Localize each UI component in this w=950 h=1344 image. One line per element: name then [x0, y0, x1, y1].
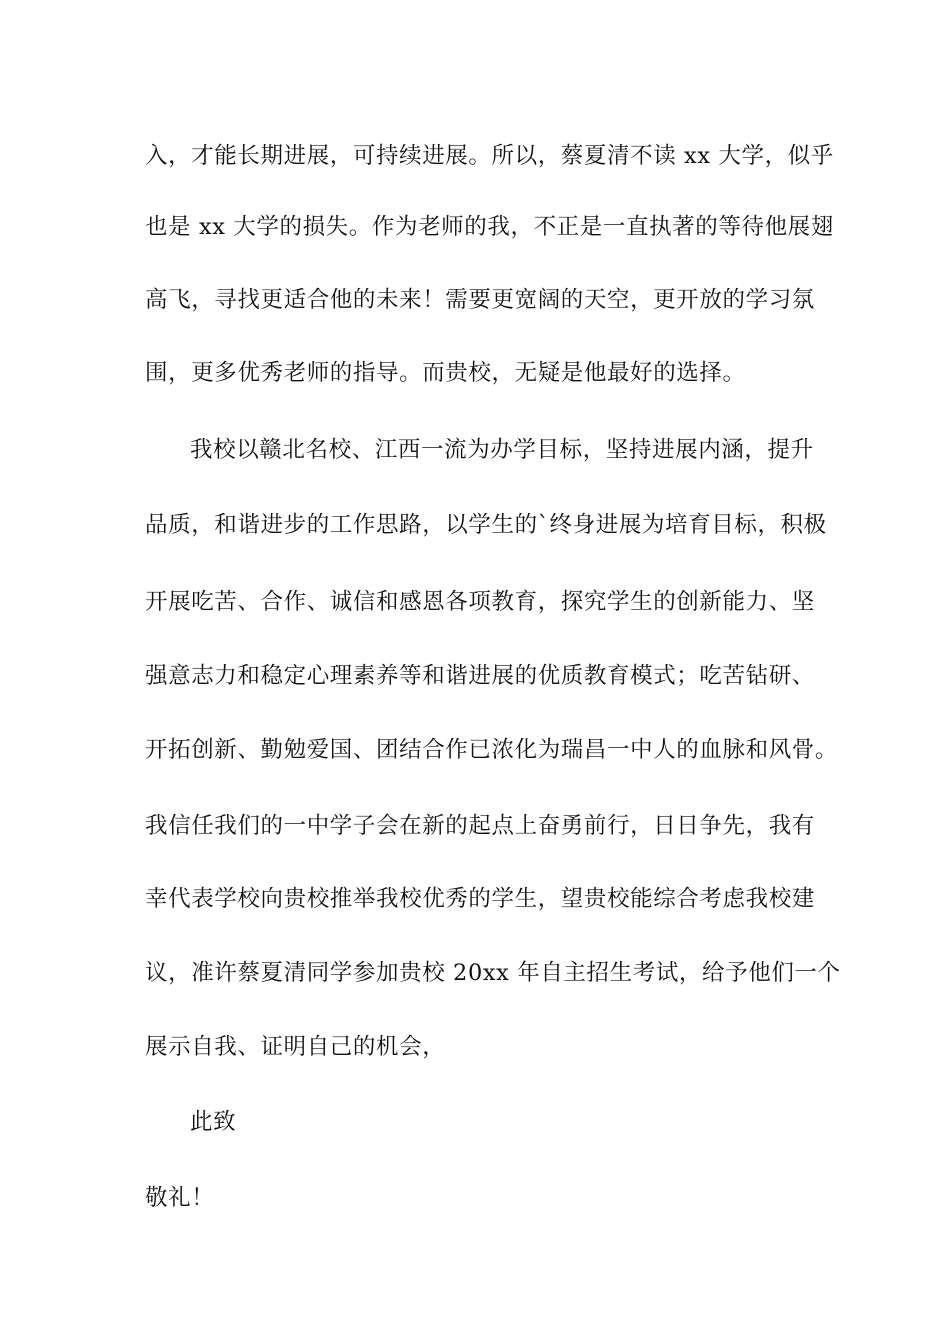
- body-text-line: 开展吃苦、合作、诚信和感恩各项教育，探究学生的创新能力、坚: [145, 589, 815, 615]
- body-text-line: 也是 xx 大学的损失。作为老师的我，不正是一直执著的等待他展翅: [145, 214, 834, 240]
- closing-regards: 敬礼！: [145, 1185, 215, 1211]
- closing-salutation: 此致: [190, 1109, 237, 1135]
- body-text-line: 我信任我们的一中学子会在新的起点上奋勇前行，日日争先，我有: [145, 813, 815, 839]
- body-text-line: 强意志力和稳定心理素养等和谐进展的优质教育模式；吃苦钻研、: [145, 663, 815, 689]
- body-text-line: 展示自我、证明自己的机会，: [145, 1034, 446, 1060]
- body-text-line: 品质，和谐进步的工作思路，以学生的`终身进展为培育目标，积极: [145, 512, 827, 538]
- body-text-line: 围，更多优秀老师的指导。而贵校，无疑是他最好的选择。: [145, 360, 746, 386]
- body-text-line: 开拓创新、勤勉爱国、团结合作已浓化为瑞昌一中人的血脉和风骨。: [145, 737, 839, 763]
- body-text-line: 入，才能长期进展，可持续进展。所以，蔡夏清不读 xx 大学，似乎: [145, 143, 834, 169]
- body-text-line: 高飞，寻找更适合他的未来！需要更宽阔的天空，更开放的学习氛: [145, 287, 815, 313]
- body-text-line: 幸代表学校向贵校推举我校优秀的学生，望贵校能综合考虑我校建: [145, 886, 815, 912]
- paragraph-first-line: 我校以赣北名校、江西一流为办学目标，坚持进展内涵，提升: [190, 437, 814, 463]
- body-text-line: 议，准许蔡夏清同学参加贵校 20xx 年自主招生考试，给予他们一个: [145, 960, 841, 986]
